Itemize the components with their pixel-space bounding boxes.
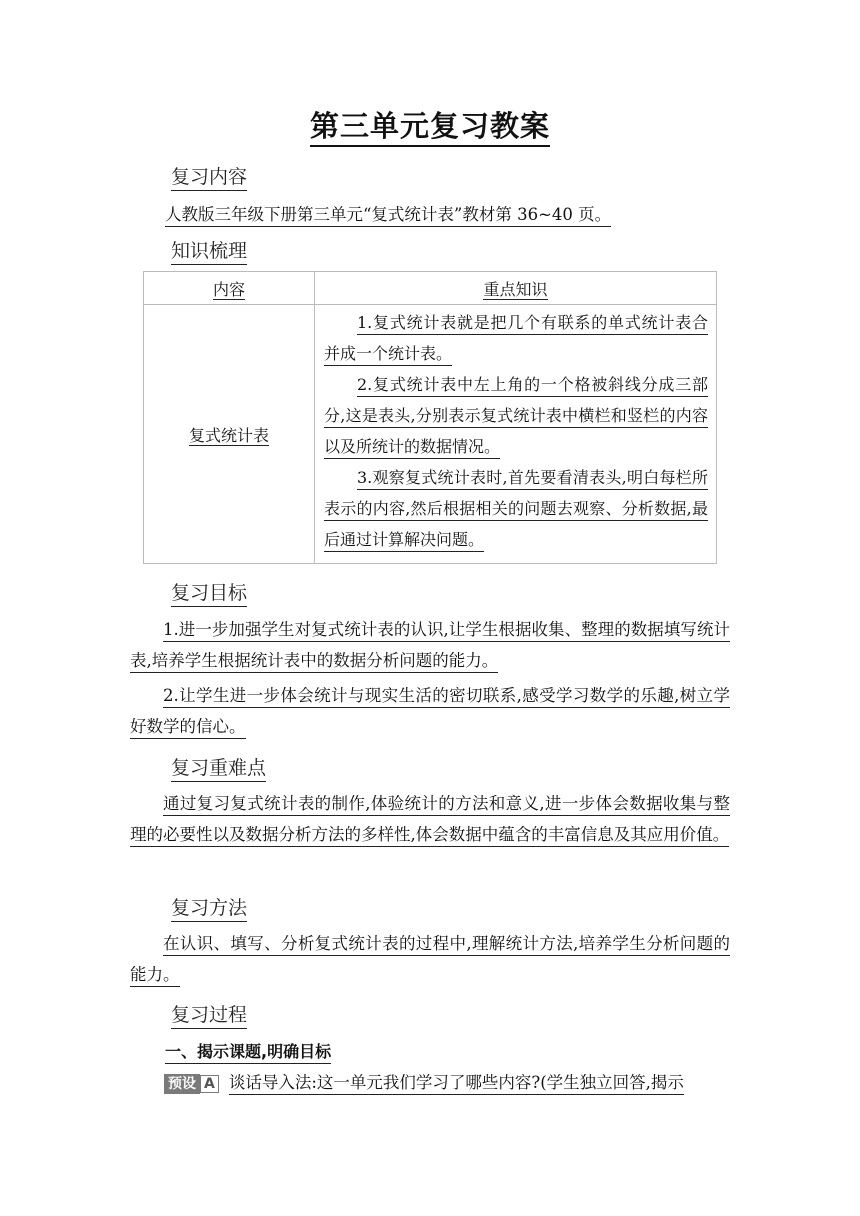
document-title: [0, 104, 860, 145]
table-row: [144, 305, 717, 564]
process-subheading: 一、揭示课题,明确目标: [165, 1039, 331, 1062]
table-header-row: [144, 272, 717, 305]
document-title-text: 第三单元复习教案: [310, 109, 550, 147]
preset-badge-letter: A: [200, 1075, 219, 1093]
section-heading-method: 复习方法: [171, 893, 247, 920]
section-heading-content: 复习内容: [171, 162, 247, 189]
keypoints-paragraph: 通过复习复式统计表的制作,体验统计的方法和意义,进一步体会数据收集与整理的必要性以及数据分析方法的多样性,体会数据中蕴含的丰富信息及其应用价值。: [130, 788, 730, 850]
section-heading-keypoints: 复习重难点: [171, 753, 266, 780]
goal-item: 1.进一步加强学生对复式统计表的认识,让学生根据收集、整理的数据填写统计表,培养学生根据统计表中的数据分析问题的能力。: [130, 614, 730, 676]
goal-item: 2.让学生进一步体会统计与现实生活的密切联系,感受学习数学的乐趣,树立学好数学的信心。: [130, 680, 730, 742]
table-row-points: [315, 305, 717, 564]
knowledge-point: 3.观察复式统计表时,首先要看清表头,明白每栏所表示的内容,然后根据相关的问题去观察、分析数据,最后通过计算解决问题。: [324, 462, 708, 555]
preset-badge: 预设: [164, 1074, 200, 1094]
section-heading-process: 复习过程: [171, 1000, 247, 1027]
knowledge-point: 2.复式统计表中左上角的一个格被斜线分成三部分,这是表头,分别表示复式统计表中横栏和竖栏的内容以及所统计的数据情况。: [324, 369, 708, 462]
method-paragraph: 在认识、填写、分析复式统计表的过程中,理解统计方法,培养学生分析问题的能力。: [130, 928, 730, 990]
content-paragraph: 人教版三年级下册第三单元“复式统计表”教材第 36~40 页。: [165, 199, 745, 230]
table-row-label: 复式统计表: [144, 305, 315, 564]
preset-text: 谈话导入法:这一单元我们学习了哪些内容?(学生独立回答,揭示: [229, 1073, 684, 1095]
section-heading-knowledge: 知识梳理: [171, 236, 247, 263]
table-header-keypoints: 重点知识: [315, 272, 717, 305]
knowledge-table: [143, 271, 717, 564]
table-header-content: 内容: [144, 272, 315, 305]
preset-line: [164, 1070, 730, 1096]
section-heading-goals: 复习目标: [171, 578, 247, 605]
knowledge-point: 1.复式统计表就是把几个有联系的单式统计表合并成一个统计表。: [324, 307, 708, 369]
